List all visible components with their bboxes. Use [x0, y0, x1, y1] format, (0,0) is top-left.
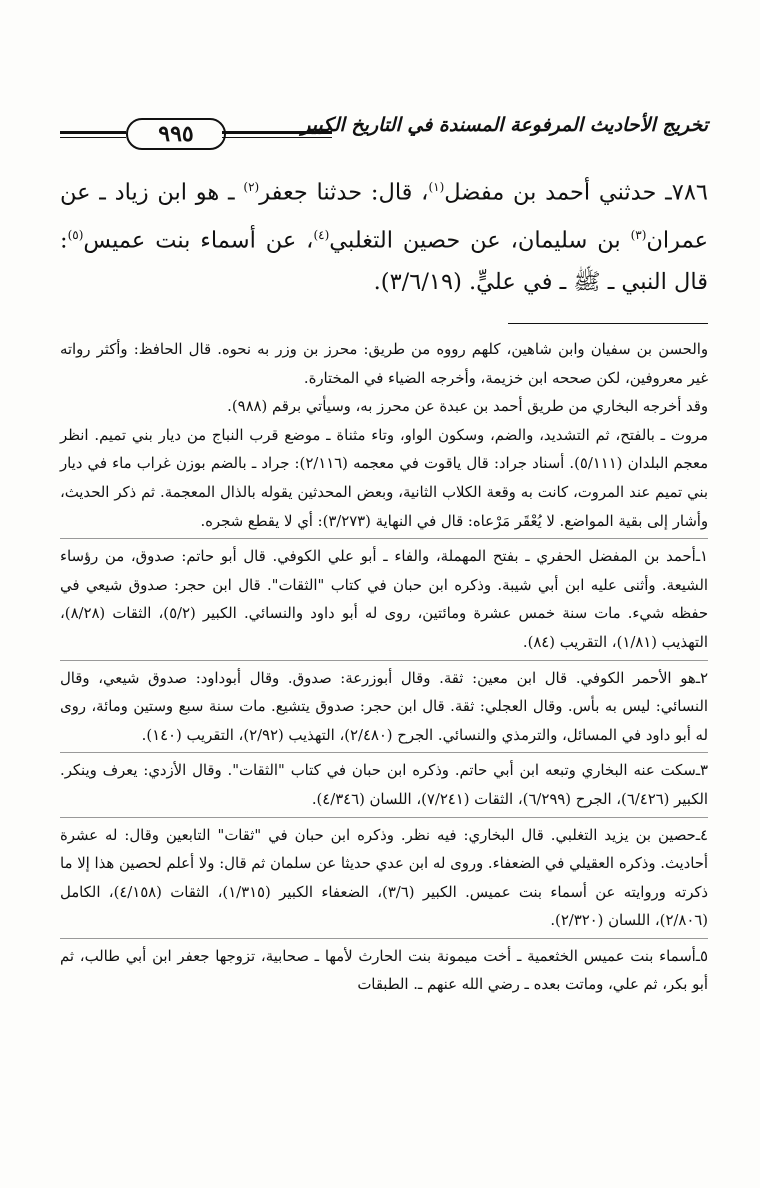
- header-rule-end: [60, 131, 126, 138]
- footnote-text: حصين بن يزيد التغلبي. قال البخاري: فيه نظر. وذكره ابن حبان في "ثقات" التابعين وقال: له عشرة أحاديث. وذكره العقيلي في الضعفاء. وروى له ابن عدي حديثا عن سلمان ثم قال: ولا أعلم لحصين هذا إلا ما ذكرته وروايته عن أسماء بنت عميس. الكبير (٣/٦)، الضعفاء الكبير (١/٣١٥)، الثقات (٤/١٥٨)، الكامل (٢/٨٠٦)، اللسان (٢/٣٢٠).: [60, 826, 708, 930]
- book-page: [60, 108, 708, 1006]
- header-rule: [222, 131, 332, 138]
- footnote-5: [60, 943, 708, 1002]
- footnote-marker: (٥): [67, 227, 84, 242]
- continued-note: مروت ـ بالفتح، ثم التشديد، والضم، وسكون الواو، وتاء مثناة ـ موضع قرب النباج من ديار بني تميم. انظر معجم البلدان (٥/١١١). أسناد جراد: قال ياقوت في معجمه (٢/١١٦): جراد ـ بالضم بوزن غراب ماء في ديار بني تميم عند المروت، كانت به وقعة الكلاب الثانية، وبعض المحدثين يقوله بالذال المعجمة. ثم ذكر الحديث، وأشار إلى بقية المواضع. لا يُعْقَر مَرْعاه: قال في النهاية (٣/٢٧٣): أي لا يقطع شجره.: [60, 426, 708, 530]
- hadith-part: بن سليمان، عن حصين التغلبي: [329, 227, 621, 253]
- footnote-text: أسماء بنت عميس الخثعمية ـ أخت ميمونة بنت الحارث لأمها ـ صحابية، تزوجها جعفر ابن أبي طالب، ثم أبو بكر، ثم علي، وماتت بعده ـ رضي الله عنهم ـ. الطبقات: [60, 947, 708, 994]
- footnote-number: ٣ـ: [695, 762, 708, 780]
- footnote-2: [60, 665, 708, 754]
- page-number: ٩٩٥: [126, 118, 226, 150]
- footnote-number: ٥ـ: [695, 947, 708, 965]
- footnotes: [60, 336, 708, 1002]
- footnote-marker: (١): [428, 180, 445, 194]
- running-header: [60, 108, 708, 160]
- footnote-number: ١ـ: [695, 548, 708, 566]
- footnote-text: هو الأحمر الكوفي. قال ابن معين: ثقة. وقال أبوزرعة: صدوق. وقال أبوداود: صدوق شيعي، وقال النسائي: ليس به بأس. وقال العجلي: ثقة. قال ابن حجر: صدوق يتشيع. مات سنة سبع وستين ومائة، روى له أبو داود في المسائل، والترمذي والنسائي. الجرح (٢/٤٨٠)، التهذيب (٢/٩٢)، التقريب (١٤٠).: [60, 669, 708, 744]
- continued-note: وقد أخرجه البخاري من طريق أحمد بن عبدة عن محرز به، وسيأتي برقم (٩٨٨).: [227, 398, 708, 416]
- footnote-separator: [508, 323, 708, 324]
- hadith-part: ـ هو ابن زياد ـ عن عمران: [60, 179, 709, 253]
- footnote-text: سكت عنه البخاري وتبعه ابن أبي حاتم. وذكره ابن حبان في كتاب "الثقات". وقال الأزدي: يعرف وينكر. الكبير (٦/٤٢٦)، الجرح (٦/٢٩٩)، الثقات (٧/٢٤١)، اللسان (٤/٣٤٦).: [60, 762, 708, 808]
- footnote-marker: (٢): [243, 180, 260, 194]
- hadith-part: ، قال: حدثنا جعفر: [259, 179, 429, 206]
- footnote-1: [60, 543, 708, 660]
- footnote-marker: (٤): [313, 227, 330, 242]
- footnote-number: ٤ـ: [695, 826, 708, 844]
- hadith-part: ، عن أسماء بنت عميس: [83, 227, 314, 253]
- footnote-text: أحمد بن المفضل الحفري ـ بفتح المهملة، والفاء ـ أبو علي الكوفي. قال أبو حاتم: صدوق، من رؤساء الشيعة. وأثنى عليه ابن أبي شيبة. وذكره ابن حبان في كتاب "الثقات". قال ابن حجر: صدوق شيعي في حفظه شيء. مات سنة خمس عشرة ومائتين، روى له أبو داود والنسائي. الكبير (٥/٢)، الثقات (٨/٢٨)، التهذيب (١/٨١)، التقريب (٨٤).: [60, 548, 708, 651]
- footnote-marker: (٣): [630, 227, 647, 242]
- footnote-number: ٢ـ: [695, 669, 708, 687]
- hadith-part: : قال النبي ـ ﷺ ـ في عليٍّ. (٣/٦/١٩).: [60, 227, 708, 295]
- hadith-text: [60, 166, 708, 303]
- footnote-4: [60, 822, 708, 939]
- header-title: تخريج الأحاديث المرفوعة المسندة في التاريخ الكبير: [301, 114, 708, 136]
- footnote-3: [60, 757, 708, 817]
- continued-notes: [60, 336, 708, 539]
- continued-note: والحسن بن سفيان وابن شاهين، كلهم رووه من طريق: محرز بن وزر به نحوه. قال الحافظ: وأكثر رواته غير معروفين، لكن صححه ابن خزيمة، وأخرجه الضياء في المختارة.: [60, 341, 708, 387]
- hadith-part: ٧٨٦ـ حدثني أحمد بن مفضل: [444, 179, 708, 206]
